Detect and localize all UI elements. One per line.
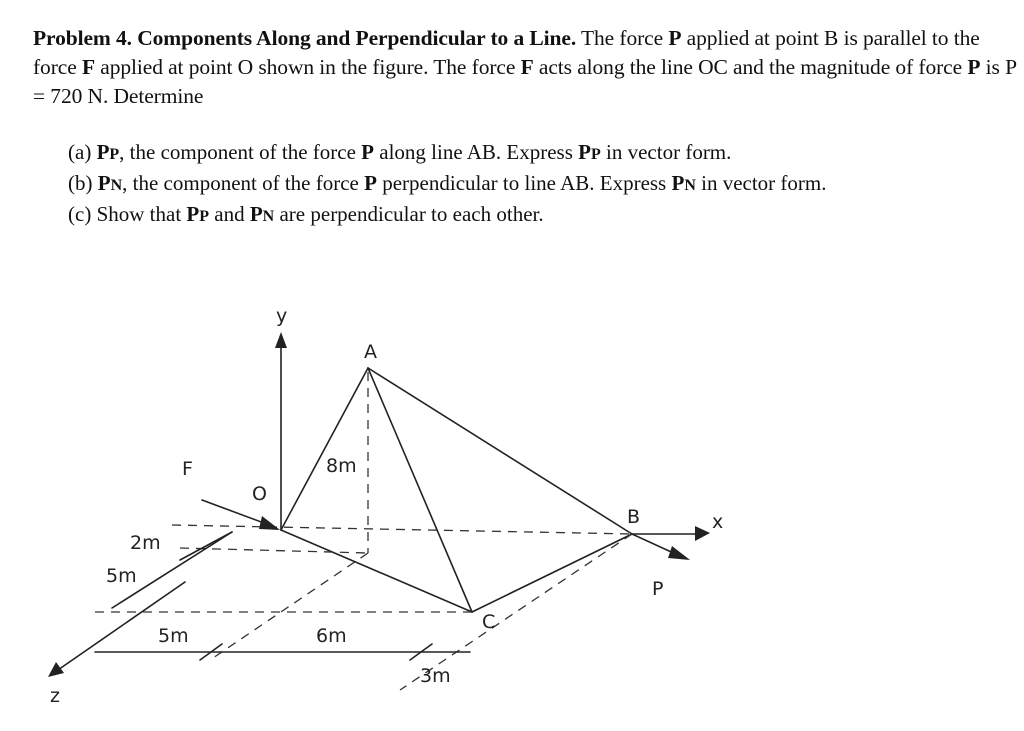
part-a-symbol: PP xyxy=(96,140,120,164)
symbol-p: P xyxy=(668,26,682,50)
part-a xyxy=(68,138,1008,169)
part-b-symbol-2: PN xyxy=(671,171,696,195)
problem-statement xyxy=(33,24,1018,111)
x-axis-arrow xyxy=(695,526,710,541)
problem-text-1: The force xyxy=(576,26,669,50)
problem-text-3: applied at point O shown in the figure. The force xyxy=(94,55,521,79)
part-a-force: P xyxy=(361,140,374,164)
symbol-f-2: F xyxy=(520,55,534,79)
y-axis-label: y xyxy=(276,305,288,327)
pyramid-figure xyxy=(0,290,1024,731)
z-axis-arrow xyxy=(48,662,64,677)
edge-oa xyxy=(281,368,368,530)
part-c-text-1: Show that xyxy=(96,202,187,226)
part-b-number: (b) xyxy=(68,171,93,195)
dim-8m-label: 8m xyxy=(326,455,357,477)
point-o-label: O xyxy=(252,483,267,505)
force-f-arrow xyxy=(259,516,280,530)
part-c xyxy=(68,200,1008,231)
point-c-label: C xyxy=(482,611,496,633)
part-c-number: (c) xyxy=(68,202,92,226)
dash-base-1 xyxy=(180,548,368,553)
force-p-arrow xyxy=(668,546,690,560)
symbol-f: F xyxy=(81,55,95,79)
dim-6m-label: 6m xyxy=(316,625,347,647)
edge-bc xyxy=(472,534,632,612)
problem-text-4: acts along the line OC and the magnitude of force xyxy=(533,55,968,79)
part-b-text-2: perpendicular to line AB. Express xyxy=(376,171,672,195)
z-axis-label: z xyxy=(50,685,60,707)
dash-ox xyxy=(172,525,632,534)
part-b xyxy=(68,169,1008,200)
x-axis-label: x xyxy=(712,511,724,533)
part-c-pn: PN xyxy=(249,202,275,226)
problem-parts xyxy=(68,138,1008,231)
symbol-p-2: P xyxy=(967,55,981,79)
dim-3m-label: 3m xyxy=(420,665,451,687)
part-a-text-3: in vector form. xyxy=(600,140,732,164)
force-f-label: F xyxy=(182,458,193,480)
part-a-symbol-2: PP xyxy=(578,140,601,164)
part-c-text-2: are perpendicular to each other. xyxy=(274,202,544,226)
part-c-and: and xyxy=(209,202,250,226)
part-a-text-2: along line AB. Express xyxy=(374,140,579,164)
part-b-force: P xyxy=(364,171,377,195)
part-c-pp: PP xyxy=(186,202,210,226)
y-axis-arrow xyxy=(275,332,287,348)
edge-ab xyxy=(368,368,632,534)
point-b-label: B xyxy=(627,506,641,528)
force-p-label: P xyxy=(652,578,664,600)
part-b-symbol: PN xyxy=(97,171,123,195)
dim-5m-label-bottom: 5m xyxy=(158,625,189,647)
edge-ac xyxy=(368,368,472,612)
dim-5m-label-left: 5m xyxy=(106,565,137,587)
problem-title: Problem 4. Components Along and Perpendicular to a Line. xyxy=(33,26,577,50)
part-b-text-1: , the component of the force xyxy=(122,171,365,195)
edge-oc xyxy=(281,530,472,612)
part-a-number: (a) xyxy=(68,140,92,164)
problem-text-5: is P = 720 N. Determine xyxy=(33,55,1017,108)
part-b-text-3: in vector form. xyxy=(695,171,827,195)
point-a-label: A xyxy=(364,341,377,363)
dim-2m-label: 2m xyxy=(130,532,161,554)
part-a-text-1: , the component of the force xyxy=(119,140,362,164)
problem-text-2: applied at point B is parallel to the force xyxy=(33,26,980,79)
